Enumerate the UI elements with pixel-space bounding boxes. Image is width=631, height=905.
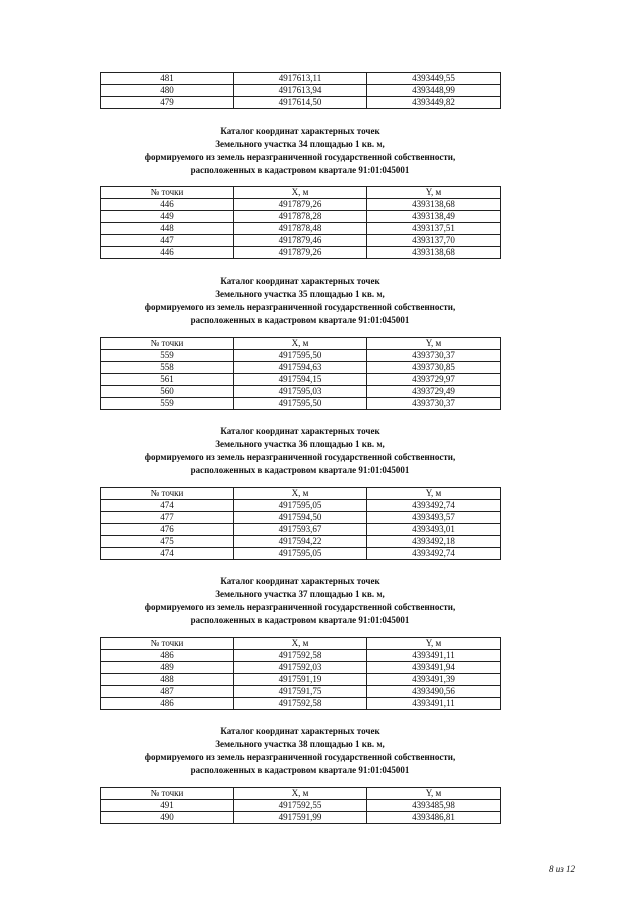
column-header-x: X, м [234, 488, 367, 500]
coordinates-table-34 [100, 186, 501, 259]
point-number: 481 [101, 73, 234, 85]
x-coordinate: 4917613,94 [234, 85, 367, 97]
table-row [101, 73, 501, 85]
table-row: 559 4917595,50 4393730,37 [101, 350, 501, 362]
coordinates-table-38 [100, 787, 501, 824]
table-header-row [101, 638, 501, 650]
column-header-x: X, м [234, 338, 367, 350]
point-number: 480 [101, 85, 234, 97]
table-row: 561 4917594,15 4393729,97 [101, 374, 501, 386]
column-header-point: № точки [101, 788, 234, 800]
table-row: 477 4917594,50 4393493,57 [101, 512, 501, 524]
table-row: 486 4917592,58 4393491,11 [101, 698, 501, 710]
table-row: 447 4917879,46 4393137,70 [101, 235, 501, 247]
y-coordinate: 4393449,82 [367, 97, 501, 109]
column-header-y: Y, м [367, 338, 501, 350]
column-header-point: № точки [101, 338, 234, 350]
y-coordinate: 4393449,55 [367, 73, 501, 85]
table-row: 491 4917592,55 4393485,98 [101, 800, 501, 812]
table-row: 449 4917878,28 4393138,49 [101, 211, 501, 223]
point-number: 479 [101, 97, 234, 109]
table-row: 489 4917592,03 4393491,94 [101, 662, 501, 674]
column-header-x: X, м [234, 187, 367, 199]
coordinates-table-continued [100, 72, 501, 109]
column-header-y: Y, м [367, 187, 501, 199]
table-header-row [101, 488, 501, 500]
column-header-y: Y, м [367, 788, 501, 800]
table-row: 558 4917594,63 4393730,85 [101, 362, 501, 374]
table-row: 486 4917592,58 4393491,11 [101, 650, 501, 662]
table-row: 490 4917591,99 4393486,81 [101, 812, 501, 824]
table-row: 487 4917591,75 4393490,56 [101, 686, 501, 698]
x-coordinate: 4917614,50 [234, 97, 367, 109]
table-row: 446 4917879,26 4393138,68 [101, 247, 501, 259]
table-row [101, 97, 501, 109]
table-row: 488 4917591,19 4393491,39 [101, 674, 501, 686]
column-header-point: № точки [101, 488, 234, 500]
column-header-point: № точки [101, 638, 234, 650]
table-row: 448 4917878,48 4393137,51 [101, 223, 501, 235]
section-heading-35: Каталог координат характерных точек Земельного участка 35 площадью 1 кв. м, формируемого из земель неразграниченной государственной собственности, расположенных в кадастровом квартале 91:01:045001 [144, 276, 456, 325]
y-coordinate: 4393448,99 [367, 85, 501, 97]
table-row [101, 85, 501, 97]
page-number: 8 из 12 [548, 864, 575, 874]
table-header-row [101, 788, 501, 800]
coordinates-table-35 [100, 337, 501, 410]
section-heading-38: Каталог координат характерных точек Земельного участка 38 площадью 1 кв. м, формируемого из земель неразграниченной государственной собственности, расположенных в кадастровом квартале 91:01:045001 [144, 726, 456, 775]
column-header-y: Y, м [367, 488, 501, 500]
section-heading-34: Каталог координат характерных точек Земельного участка 34 площадью 1 кв. м, формируемого из земель неразграниченной государственной собственности, расположенных в кадастровом квартале 91:01:045001 [144, 126, 456, 175]
column-header-point: № точки [101, 187, 234, 199]
section-heading-36: Каталог координат характерных точек Земельного участка 36 площадью 1 кв. м, формируемого из земель неразграниченной государственной собственности, расположенных в кадастровом квартале 91:01:045001 [144, 426, 456, 475]
table-row: 559 4917595,50 4393730,37 [101, 398, 501, 410]
table-header-row [101, 187, 501, 199]
column-header-y: Y, м [367, 638, 501, 650]
table-row: 560 4917595,03 4393729,49 [101, 386, 501, 398]
table-row: 446 4917879,26 4393138,68 [101, 199, 501, 211]
table-header-row [101, 338, 501, 350]
section-heading-37: Каталог координат характерных точек Земельного участка 37 площадью 1 кв. м, формируемого из земель неразграниченной государственной собственности, расположенных в кадастровом квартале 91:01:045001 [144, 576, 456, 625]
column-header-x: X, м [234, 788, 367, 800]
coordinates-table-36 [100, 487, 501, 560]
x-coordinate: 4917613,11 [234, 73, 367, 85]
table-row: 474 4917595,05 4393492,74 [101, 548, 501, 560]
column-header-x: X, м [234, 638, 367, 650]
table-row: 476 4917593,67 4393493,01 [101, 524, 501, 536]
table-row: 474 4917595,05 4393492,74 [101, 500, 501, 512]
table-row: 475 4917594,22 4393492,18 [101, 536, 501, 548]
coordinates-table-37 [100, 637, 501, 710]
